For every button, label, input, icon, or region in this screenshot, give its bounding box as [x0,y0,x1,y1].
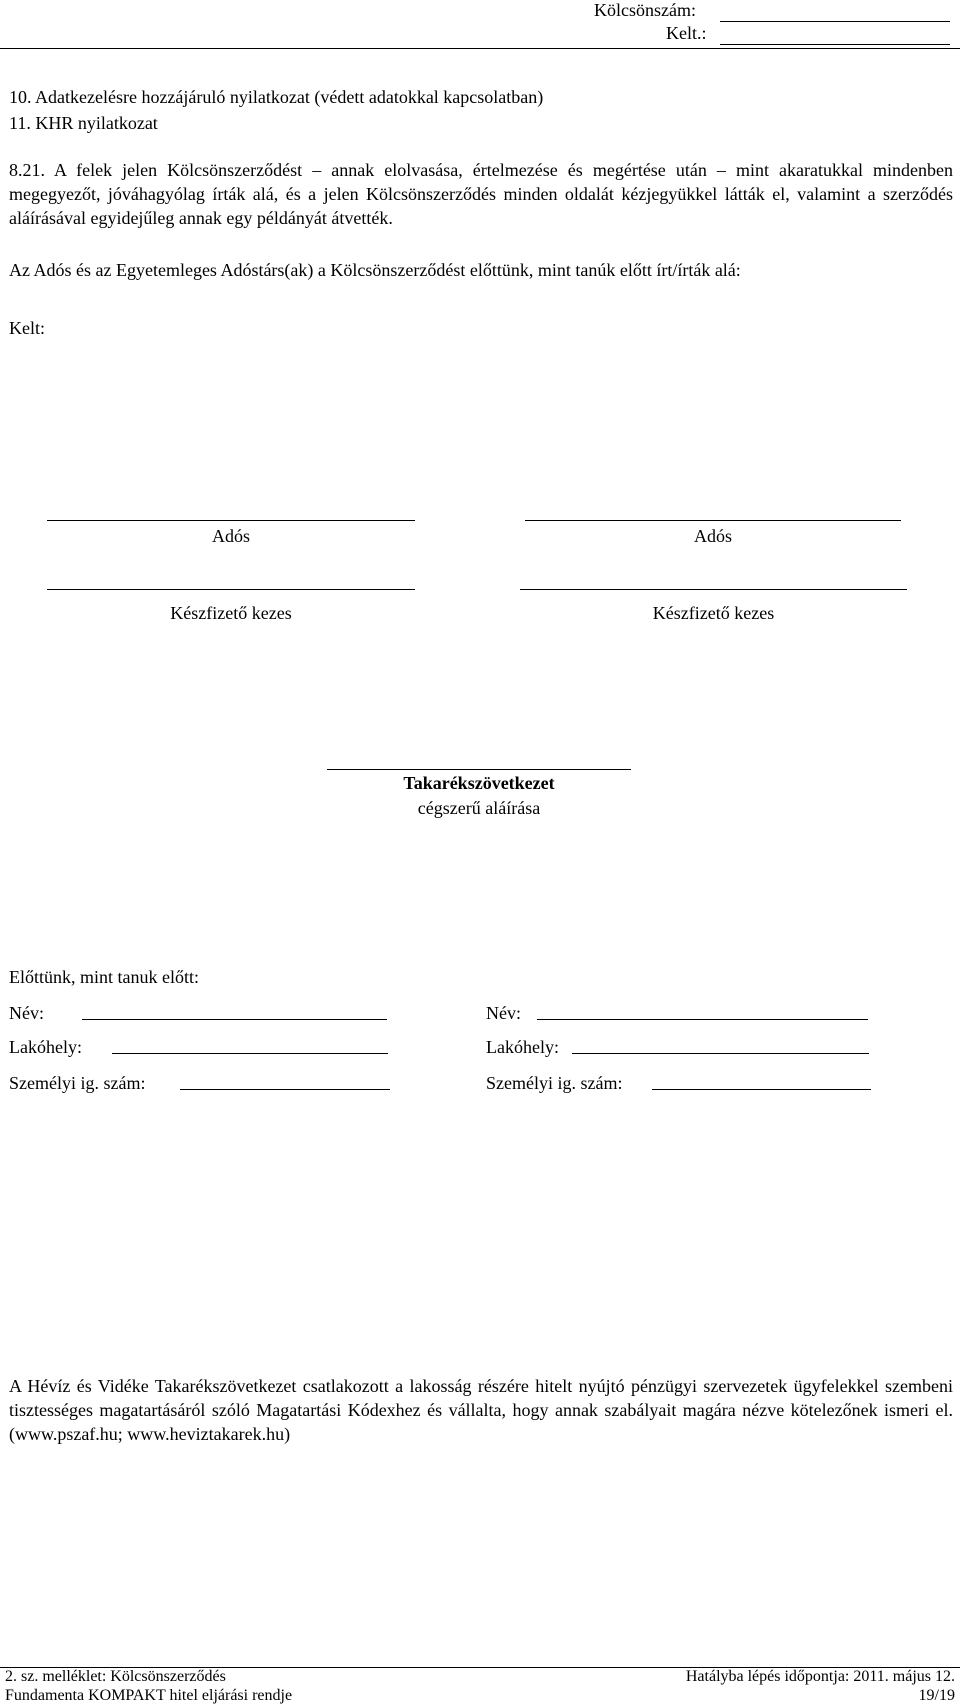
guarantor-right-signature-line [520,589,907,590]
bank-name: Takarékszövetkezet [403,773,555,793]
bank-signature-line [327,769,631,770]
debtor-right-signature-line [525,520,901,521]
footer-page-number: 19/19 [918,1687,955,1704]
witness-right-address-field[interactable] [572,1053,869,1054]
witness-left-id-field[interactable] [180,1089,390,1090]
debtor-left-label: Adós [211,526,250,546]
witness-left-id-label: Személyi ig. szám: [9,1073,146,1093]
guarantor-left-signature-line [47,589,415,590]
footer-procedure: Fundamenta KOMPAKT hitel eljárási rendje [5,1687,293,1704]
footer-effective-date: Hatályba lépés időpontja: 2011. május 12. [685,1668,955,1685]
bank-signature-subtitle: cégszerű aláírása [417,798,541,818]
guarantor-right-label: Készfizető kezes [652,603,775,623]
dated-line [720,44,950,45]
witness-left-name-field[interactable] [82,1019,387,1020]
loan-number-line [720,21,950,22]
dated-label: Kelt.: [666,23,707,43]
header-rule [0,48,960,49]
witness-left-address-label: Lakóhely: [9,1037,82,1057]
debtor-left-signature-line [47,520,415,521]
paragraph-witness: Az Adós és az Egyetemleges Adóstárs(ak) a Kölcsönszerződést előttünk, mint tanúk előtt írt/írták alá: [9,260,741,280]
witness-right-address-label: Lakóhely: [486,1037,559,1057]
paragraph-8-21: 8.21. A felek jelen Kölcsönszerződést – annak elolvasása, értelmezése és megértése után – mint akaratukkal mindenben megegyezőt, jóváhagyólag írták alá, és a jelen Kölcsönszerződés minden oldalát kézjegyükkel látták el, valamint a szerződés aláírásával egyidejűleg annak egy példányát átvették. [9,160,953,228]
list-item-10: 10. Adatkezelésre hozzájáruló nyilatkozat (védett adatokkal kapcsolatban) [9,87,544,107]
footer-appendix: 2. sz. melléklet: Kölcsönszerződés [5,1668,226,1685]
kelt-label: Kelt: [9,318,45,338]
guarantor-left-label: Készfizető kezes [170,603,292,623]
witness-left-name-label: Név: [9,1003,44,1023]
witness-right-id-field[interactable] [652,1089,871,1090]
witness-left-address-field[interactable] [112,1053,388,1054]
witness-right-name-field[interactable] [537,1019,868,1020]
loan-number-label: Kölcsönszám: [594,0,696,20]
witness-intro: Előttünk, mint tanuk előtt: [9,967,199,987]
code-of-conduct-paragraph: A Hévíz és Vidéke Takarékszövetkezet csatlakozott a lakosság részére hitelt nyújtó pénzügyi szervezetek ügyfelekkel szembeni tisztességes magatartásáról szóló Magatartási Kódexhez és vállalta, hogy annak szabályait magára nézve kötelezőnek ismeri el. (www.pszaf.hu; www.heviztakarek.hu) [9,1376,953,1444]
witness-right-id-label: Személyi ig. szám: [486,1073,623,1093]
witness-right-name-label: Név: [486,1003,521,1023]
list-item-11: 11. KHR nyilatkozat [9,113,158,133]
debtor-right-label: Adós [693,526,732,546]
